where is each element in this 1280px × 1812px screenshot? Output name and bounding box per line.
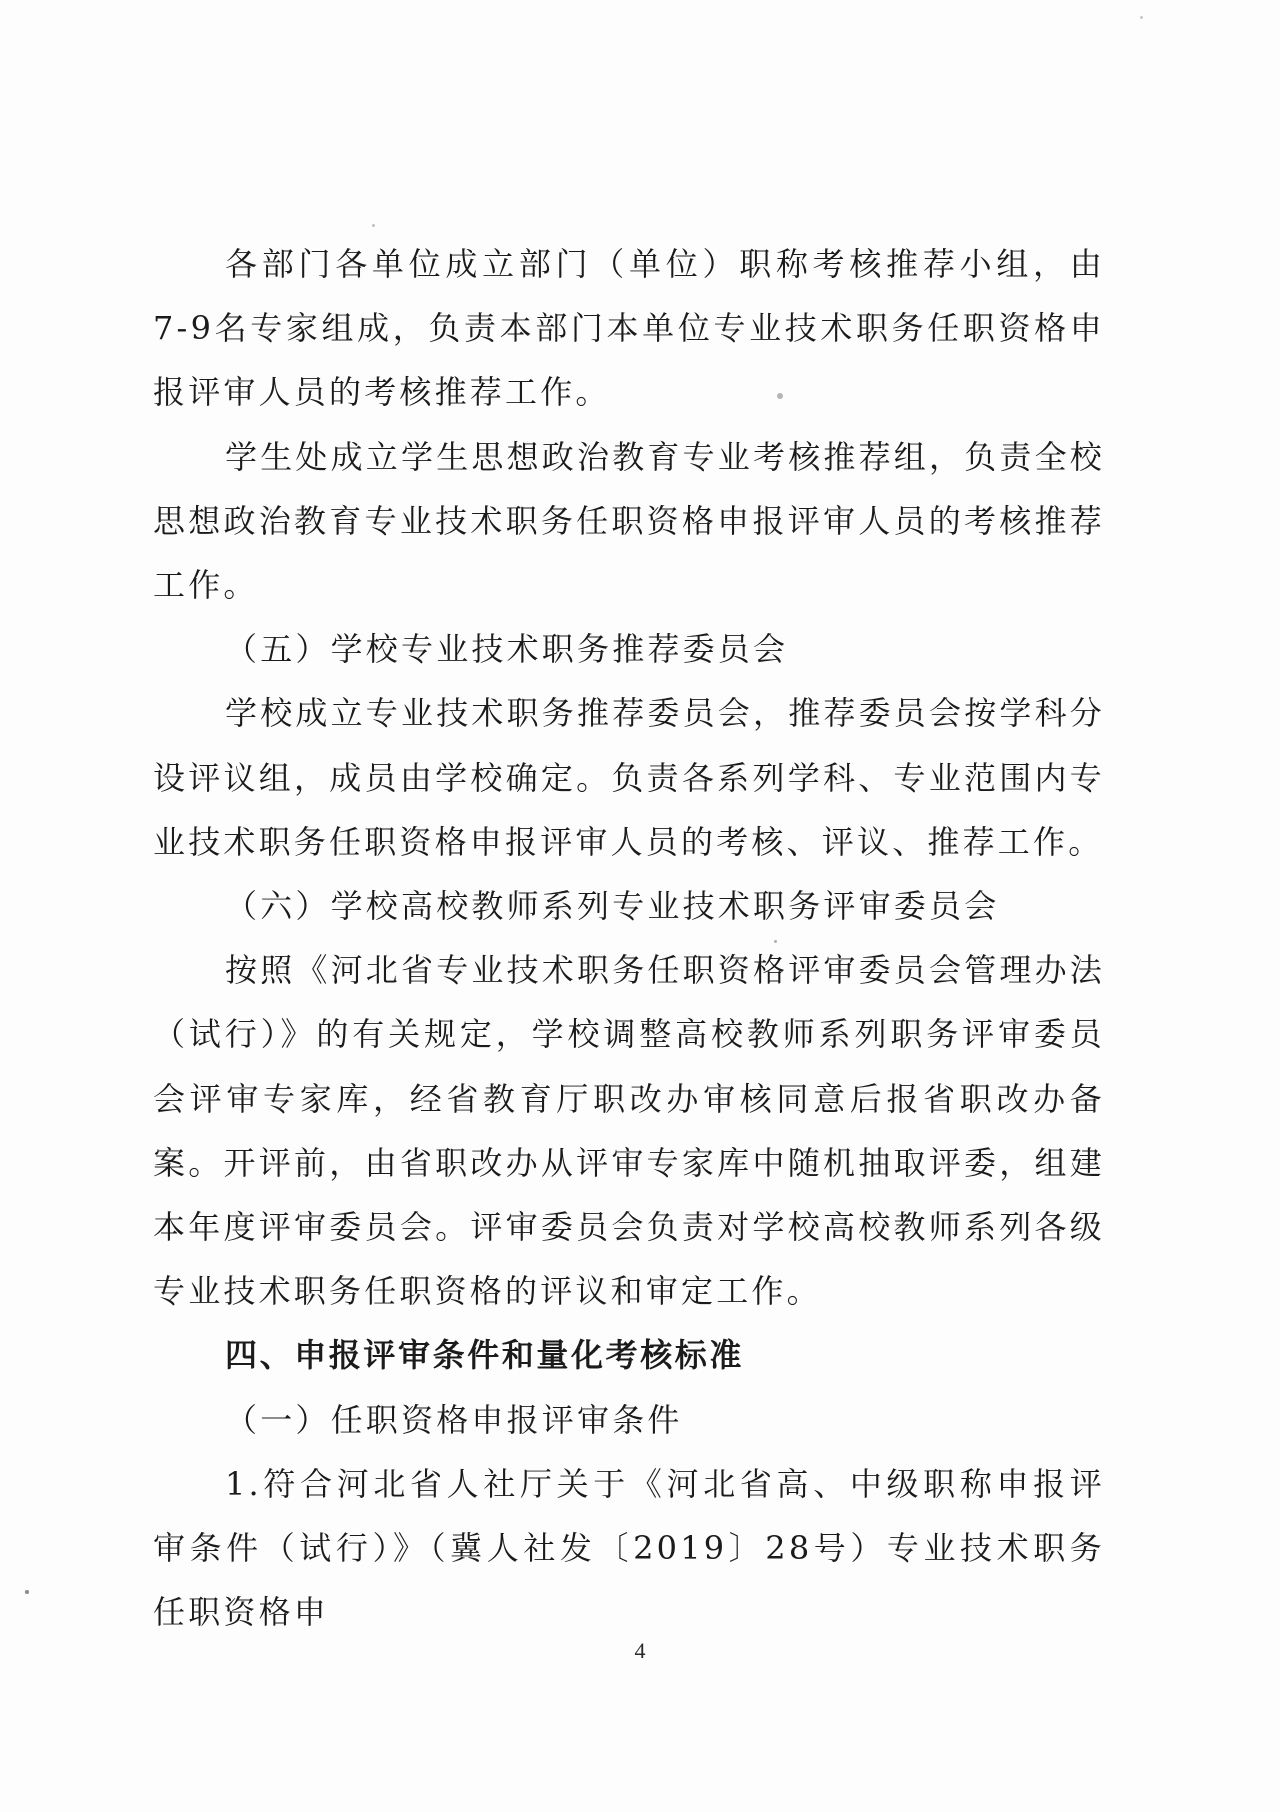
section-heading-1: （一）任职资格申报评审条件	[225, 1400, 683, 1439]
scan-speck	[372, 224, 375, 227]
scan-speck	[25, 1590, 29, 1594]
scan-speck	[1140, 16, 1143, 19]
paragraph-recommend-committee: 学校成立专业技术职务推荐委员会，推荐委员会按学科分设评议组，成员由学校确定。负责各系列学科、专业范围内专业技术职务任职资格申报评审人员的考核、评议、推荐工作。	[153, 694, 1106, 861]
paragraph-condition-1: 1.符合河北省人社厅关于《河北省高、中级职称申报评审条件（试行）》（冀人社发〔2019〕28号）专业技术职务任职资格申	[153, 1464, 1105, 1632]
scan-speck	[777, 393, 783, 399]
paragraph-review-committee: 按照《河北省专业技术职务任职资格评审委员会管理办法（试行）》的有关规定，学校调整高校教师系列职务评审委员会评审专家库，经省教育厅职改办审核同意后报省职改办备案。开评前，由省职改办从评审专家库中随机抽取评委，组建本年度评审委员会。评审委员会负责对学校高校教师系列各级专业技术职务任职资格的评议和审定工作。	[153, 951, 1106, 1311]
chapter-heading-4: 四、申报评审条件和量化考核标准	[225, 1336, 745, 1375]
paragraph-student-affairs-group: 学生处成立学生思想政治教育专业考核推荐组，负责全校思想政治教育专业技术职务任职资格申报评审人员的考核推荐工作。	[153, 437, 1106, 605]
scan-speck	[774, 940, 777, 943]
paragraph-dept-recommend-group: 各部门各单位成立部门（单位）职称考核推荐小组，由7-9名专家组成，负责本部门本单位专业技术职务任职资格申报评审人员的考核推荐工作。	[153, 245, 1105, 412]
section-heading-6: （六）学校高校教师系列专业技术职务评审委员会	[225, 887, 1000, 926]
section-heading-5: （五）学校专业技术职务推荐委员会	[225, 630, 789, 669]
document-body	[153, 232, 1105, 1644]
page-number: 4	[634, 1638, 646, 1663]
